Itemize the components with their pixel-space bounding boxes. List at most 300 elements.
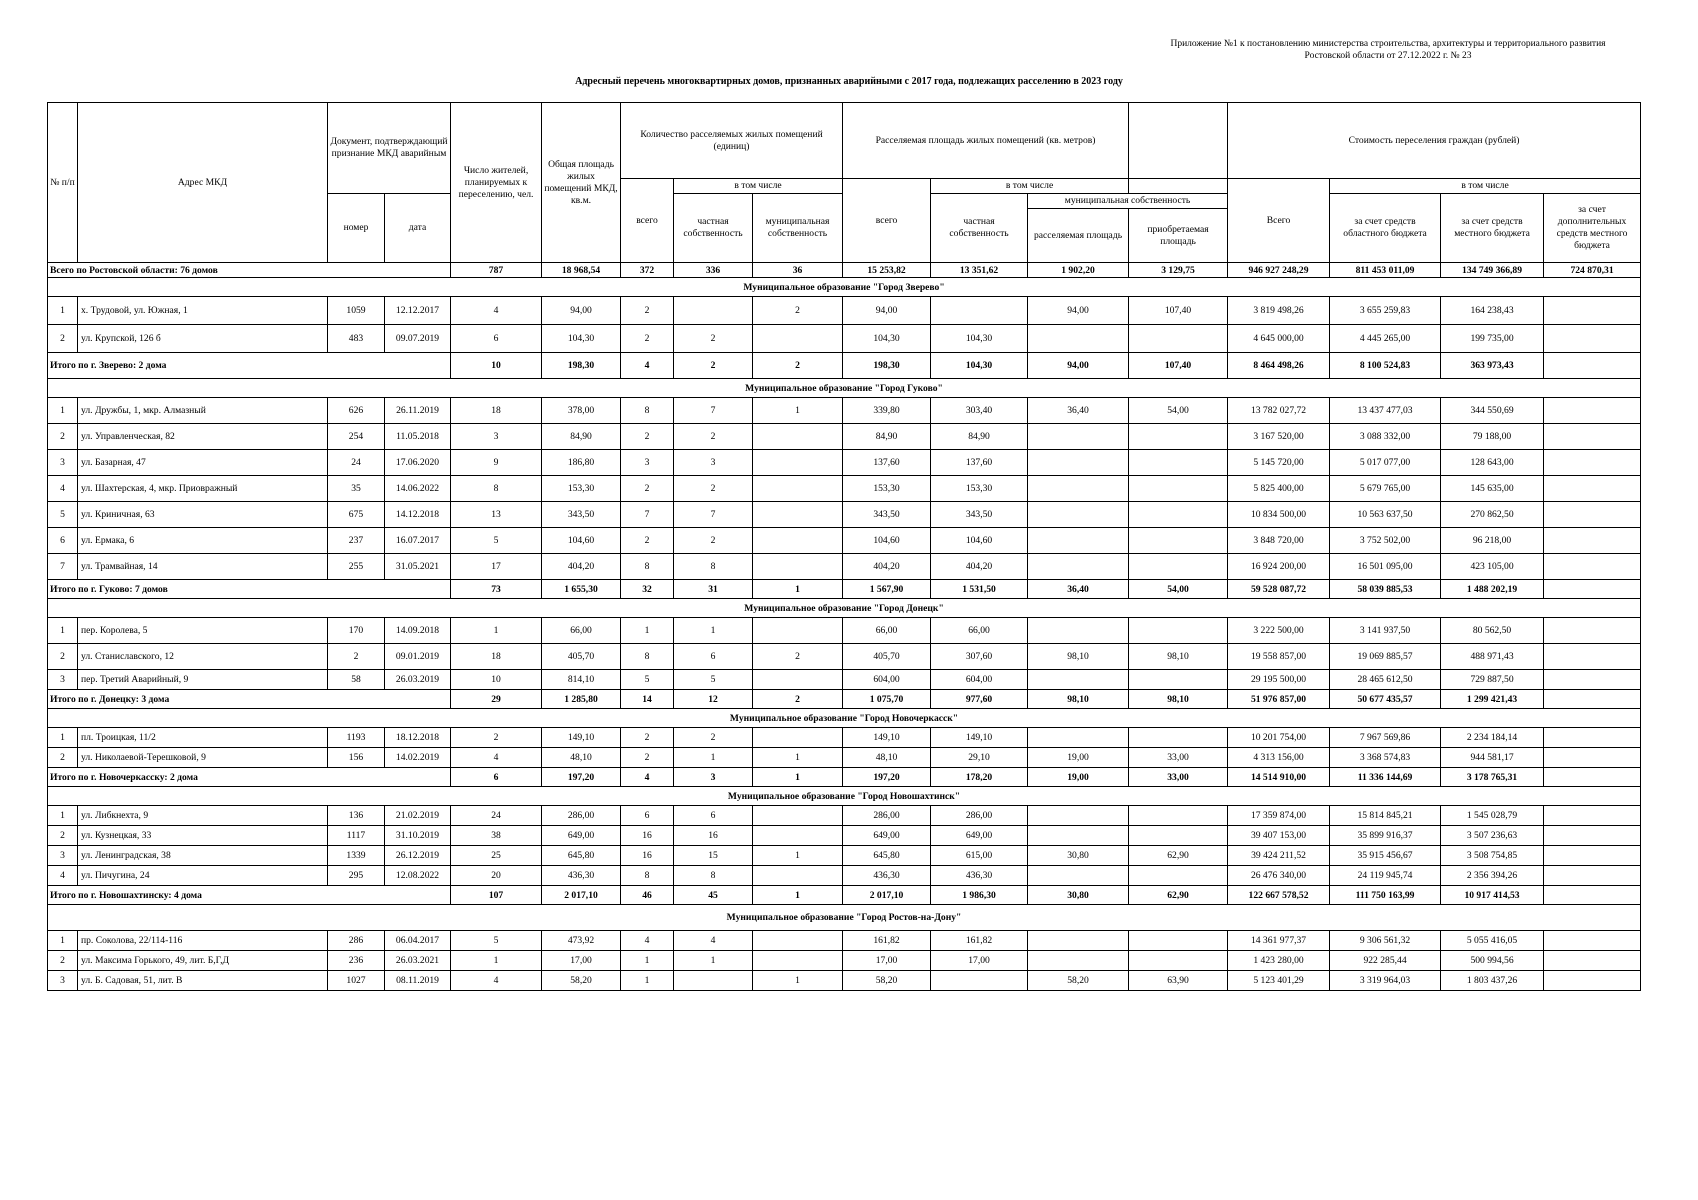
table-cell: 3 [48,670,78,690]
table-cell: 80 562,50 [1441,618,1544,644]
subtotal-row-cell: 1 531,50 [931,580,1028,599]
table-cell: 6 [451,325,542,353]
table-cell [1028,424,1129,450]
table-cell: 3 [621,450,674,476]
grand-total-row-cell: 18 968,54 [542,263,621,278]
table-cell: 5 [451,931,542,951]
table-cell: 31.10.2019 [385,826,451,846]
header-qty: Количество расселяемых жилых помещений (единиц) [621,103,843,179]
subtotal-row-cell: 30,80 [1028,886,1129,905]
table-row [48,644,1641,670]
section-row [48,787,1641,806]
subtotal-row-label: Итого по г. Новочеркасску: 2 дома [48,768,451,787]
table-cell: 1 423 280,00 [1228,951,1330,971]
table-cell: 1 [451,618,542,644]
table-cell [753,618,843,644]
subtotal-row-cell: 58 039 885,53 [1330,580,1441,599]
table-cell: 1193 [328,728,385,748]
table-cell: 10 [451,670,542,690]
section-row [48,278,1641,297]
table-cell [1028,728,1129,748]
table-cell: 4 [674,931,753,951]
address-cell: пр. Соколова, 22/114-116 [78,931,328,951]
table-cell [753,826,843,846]
table-cell: 1 [753,846,843,866]
table-cell: 2 [48,325,78,353]
address-cell: ул. Крупской, 126 б [78,325,328,353]
table-cell: 170 [328,618,385,644]
table-cell: 1339 [328,846,385,866]
table-cell: 2 [621,728,674,748]
table-cell: 7 [621,502,674,528]
subtotal-row-cell: 8 464 498,26 [1228,353,1330,379]
table-row [48,846,1641,866]
table-cell: 649,00 [843,826,931,846]
address-cell: пер. Третий Аварийный, 9 [78,670,328,690]
grand-total-row-cell: 3 129,75 [1129,263,1228,278]
table-cell: 3 141 937,50 [1330,618,1441,644]
table-cell: 17,00 [843,951,931,971]
table-cell: 8 [674,554,753,580]
table-cell [753,670,843,690]
table-cell: 104,60 [542,528,621,554]
table-cell [1129,670,1228,690]
table-cell: 09.07.2019 [385,325,451,353]
table-cell: 8 [621,866,674,886]
table-cell: 39 424 211,52 [1228,846,1330,866]
table-cell: 1059 [328,297,385,325]
table-cell: 473,92 [542,931,621,951]
table-cell: 343,50 [542,502,621,528]
table-cell [1544,846,1641,866]
section-title: Муниципальное образование "Город Новочеркасск" [48,709,1641,728]
subtotal-row-cell: 14 [621,690,674,709]
table-cell [1544,806,1641,826]
table-cell: 286,00 [843,806,931,826]
table-row [48,398,1641,424]
table-cell: 8 [674,866,753,886]
subtotal-row [48,886,1641,905]
table-cell: 2 356 394,26 [1441,866,1544,886]
table-cell: 14.12.2018 [385,502,451,528]
section-title: Муниципальное образование "Город Зверево" [48,278,1641,297]
table-cell: 675 [328,502,385,528]
subtotal-row-cell: 3 178 765,31 [1441,768,1544,787]
section-title: Муниципальное образование "Город Ростов-на-Дону" [48,905,1641,931]
table-cell: 26 476 340,00 [1228,866,1330,886]
address-cell: пер. Королева, 5 [78,618,328,644]
subtotal-row-label: Итого по г. Зверево: 2 дома [48,353,451,379]
subtotal-row-cell: 2 [753,353,843,379]
table-cell: 48,10 [843,748,931,768]
table-cell: 29 195 500,00 [1228,670,1330,690]
table-cell: 2 [621,528,674,554]
subtotal-row-cell: 977,60 [931,690,1028,709]
table-cell: 1 [674,951,753,971]
subtotal-row-cell [1544,768,1641,787]
table-cell: 2 [674,728,753,748]
table-cell: 10 834 500,00 [1228,502,1330,528]
subtotal-row-cell: 19,00 [1028,768,1129,787]
table-cell: 2 [48,826,78,846]
table-cell: 12.08.2022 [385,866,451,886]
table-cell: 137,60 [843,450,931,476]
table-cell: 14.09.2018 [385,618,451,644]
table-cell: 1 [674,748,753,768]
section-title: Муниципальное образование "Город Новошахтинск" [48,787,1641,806]
subtotal-row-cell: 1 285,80 [542,690,621,709]
header-area-muni-resettled: расселяемая площадь [1028,209,1129,263]
address-cell: ул. Криничная, 63 [78,502,328,528]
table-cell: 14.02.2019 [385,748,451,768]
table-cell [753,806,843,826]
table-cell: 3 368 574,83 [1330,748,1441,768]
table-row [48,476,1641,502]
table-cell: 404,20 [542,554,621,580]
table-cell: 28 465 612,50 [1330,670,1441,690]
subtotal-row-cell: 197,20 [542,768,621,787]
section-title: Муниципальное образование "Город Гуково" [48,379,1641,398]
table-cell: 19,00 [1028,748,1129,768]
table-cell: 922 285,44 [1330,951,1441,971]
header-area-blank2 [1129,179,1228,194]
table-cell: 35 [328,476,385,502]
table-cell [931,971,1028,991]
table-cell: 186,80 [542,450,621,476]
table-cell: 3 319 964,03 [1330,971,1441,991]
table-cell: 39 407 153,00 [1228,826,1330,846]
annex-note: Приложение №1 к постановлению министерства строительства, архитектуры и территориального развития Ростовской области от 27.12.2022 г. № 23 [1170,39,1606,61]
table-cell [1544,951,1641,971]
grand-total-row-cell: 336 [674,263,753,278]
table-cell [1544,826,1641,846]
table-cell: 33,00 [1129,748,1228,768]
table-cell: 436,30 [931,866,1028,886]
subtotal-row-cell: 10 917 414,53 [1441,886,1544,905]
table-cell [1129,476,1228,502]
table-cell: 944 581,17 [1441,748,1544,768]
table-cell: 2 [674,424,753,450]
table-cell [1544,297,1641,325]
table-cell: 7 [48,554,78,580]
table-cell: 303,40 [931,398,1028,424]
table-cell: 423 105,00 [1441,554,1544,580]
subtotal-row-cell: 2 017,10 [843,886,931,905]
section-row [48,379,1641,398]
subtotal-row-cell: 1 [753,580,843,599]
table-cell: 7 [674,502,753,528]
table-cell: 7 [674,398,753,424]
subtotal-row-cell: 36,40 [1028,580,1129,599]
table-cell: 9 306 561,32 [1330,931,1441,951]
table-cell: 2 [621,476,674,502]
subtotal-row-cell: 107,40 [1129,353,1228,379]
table-cell: 3 848 720,00 [1228,528,1330,554]
subtotal-row [48,580,1641,599]
subtotal-row-cell: 1 [753,768,843,787]
table-cell: 645,80 [843,846,931,866]
table-cell: 8 [451,476,542,502]
table-cell: 5 [674,670,753,690]
grand-total-row-cell: 946 927 248,29 [1228,263,1330,278]
table-cell: 1 [753,398,843,424]
table-cell [1544,866,1641,886]
table-cell: 161,82 [931,931,1028,951]
table-cell [753,951,843,971]
table-cell [1028,618,1129,644]
table-cell [1028,866,1129,886]
subtotal-row-cell: 4 [621,353,674,379]
table-cell [931,297,1028,325]
table-cell: 286 [328,931,385,951]
subtotal-row-cell [1544,886,1641,905]
table-cell: 35 915 456,67 [1330,846,1441,866]
table-cell [1544,554,1641,580]
subtotal-row-cell: 363 973,43 [1441,353,1544,379]
table-cell: 2 [48,644,78,670]
table-cell: 25 [451,846,542,866]
table-cell: 79 188,00 [1441,424,1544,450]
section-row [48,599,1641,618]
header-area-total: всего [843,179,931,263]
table-cell [1129,826,1228,846]
table-cell: 17.06.2020 [385,450,451,476]
table-cell: 2 [451,728,542,748]
table-cell: 62,90 [1129,846,1228,866]
subtotal-row-cell: 3 [674,768,753,787]
table-cell: 153,30 [843,476,931,502]
table-cell: 2 [621,325,674,353]
table-cell: 483 [328,325,385,353]
table-cell: 58 [328,670,385,690]
table-cell: 604,00 [843,670,931,690]
table-cell [1544,424,1641,450]
header-cost: Стоимость переселения граждан (рублей) [1228,103,1641,179]
subtotal-row-cell: 178,20 [931,768,1028,787]
table-cell [1129,424,1228,450]
table-cell: 11.05.2018 [385,424,451,450]
table-row [48,866,1641,886]
grand-total-row-cell: 787 [451,263,542,278]
table-cell: 4 [451,748,542,768]
table-cell: 149,10 [542,728,621,748]
table-cell [1544,618,1641,644]
subtotal-row-cell: 2 [753,690,843,709]
table-header [48,103,1641,263]
subtotal-row-cell [1544,353,1641,379]
subtotal-row-cell: 2 [674,353,753,379]
table-cell: 104,60 [931,528,1028,554]
subtotal-row-cell: 4 [621,768,674,787]
table-cell: 3 [48,450,78,476]
table-cell: 649,00 [931,826,1028,846]
address-cell: ул. Базарная, 47 [78,450,328,476]
table-cell: 3 167 520,00 [1228,424,1330,450]
table-cell: 84,90 [843,424,931,450]
table-cell [753,424,843,450]
subtotal-row-cell: 1 299 421,43 [1441,690,1544,709]
header-qty-incl: в том числе [674,179,843,194]
section-row [48,905,1641,931]
table-cell: 255 [328,554,385,580]
table-cell: 5 [48,502,78,528]
subtotal-row-cell: 50 677 435,57 [1330,690,1441,709]
table-cell [1028,931,1129,951]
table-cell: 1 [48,931,78,951]
table-cell: 4 645 000,00 [1228,325,1330,353]
table-cell: 3 222 500,00 [1228,618,1330,644]
table-cell: 10 201 754,00 [1228,728,1330,748]
table-cell: 4 [451,297,542,325]
table-cell: 2 [753,297,843,325]
table-cell: 1 [621,618,674,644]
table-cell: 161,82 [843,931,931,951]
table-cell: 18 [451,644,542,670]
table-cell: 1 [621,971,674,991]
subtotal-row-cell: 122 667 578,52 [1228,886,1330,905]
table-cell: 26.12.2019 [385,846,451,866]
table-cell: 1 803 437,26 [1441,971,1544,991]
table-cell [1028,806,1129,826]
table-cell: 35 899 916,37 [1330,826,1441,846]
header-area-incl: в том числе [931,179,1129,194]
subtotal-row-cell: 1 075,70 [843,690,931,709]
table-cell: 48,10 [542,748,621,768]
table-cell: 19 558 857,00 [1228,644,1330,670]
table-cell: 13 437 477,03 [1330,398,1441,424]
subtotal-row [48,353,1641,379]
subtotal-row-cell: 98,10 [1129,690,1228,709]
table-cell: 404,20 [931,554,1028,580]
table-cell [1028,450,1129,476]
table-cell: 237 [328,528,385,554]
table-cell: 16 [621,826,674,846]
table-row [48,931,1641,951]
subtotal-row [48,768,1641,787]
subtotal-row-cell: 32 [621,580,674,599]
table-cell: 307,60 [931,644,1028,670]
table-cell: 98,10 [1028,644,1129,670]
table-cell: 436,30 [843,866,931,886]
table-cell [1028,528,1129,554]
table-cell: 66,00 [542,618,621,644]
subtotal-row-cell: 8 100 524,83 [1330,353,1441,379]
subtotal-row-cell: 107 [451,886,542,905]
table-cell: 4 [621,931,674,951]
table-body [48,263,1641,991]
table-cell: 344 550,69 [1441,398,1544,424]
table-cell [1544,670,1641,690]
table-cell: 29,10 [931,748,1028,768]
table-cell: 3 [674,450,753,476]
grand-total-row [48,263,1641,278]
table-cell: 488 971,43 [1441,644,1544,670]
header-cost-additional: за счет дополнительных средств местного бюджета [1544,194,1641,263]
table-cell: 286,00 [542,806,621,826]
subtotal-row-cell: 94,00 [1028,353,1129,379]
table-cell: 2 [328,644,385,670]
table-cell: 4 445 265,00 [1330,325,1441,353]
table-cell: 2 [621,748,674,768]
table-cell [1129,325,1228,353]
table-cell: 2 [674,325,753,353]
table-cell: 1 [451,951,542,971]
table-cell: 8 [621,644,674,670]
subtotal-row-label: Итого по г. Новошахтинску: 4 дома [48,886,451,905]
header-cost-incl: в том числе [1330,179,1641,194]
table-row [48,806,1641,826]
table-cell: 436,30 [542,866,621,886]
header-area-muni-acquired: приобретаемая площадь [1129,209,1228,263]
address-cell: ул. Б. Садовая, 51, лит. В [78,971,328,991]
subtotal-row-cell: 12 [674,690,753,709]
table-cell: 17 [451,554,542,580]
table-row [48,528,1641,554]
table-cell: 6 [674,644,753,670]
table-cell: 26.03.2021 [385,951,451,971]
table-cell: 5 145 720,00 [1228,450,1330,476]
subtotal-row-cell: 62,90 [1129,886,1228,905]
table-cell: 2 [621,424,674,450]
table-cell [1544,728,1641,748]
header-address: Адрес МКД [78,103,328,263]
table-cell: 15 814 845,21 [1330,806,1441,826]
header-private: частная собственность [674,194,753,263]
table-cell [753,866,843,886]
subtotal-row-cell: 197,20 [843,768,931,787]
table-cell: 5 123 401,29 [1228,971,1330,991]
table-cell: 3 [48,846,78,866]
subtotal-row-cell: 1 488 202,19 [1441,580,1544,599]
table-cell: 09.01.2019 [385,644,451,670]
table-cell [1129,502,1228,528]
subtotal-row-cell: 1 986,30 [931,886,1028,905]
table-cell: 104,30 [931,325,1028,353]
table-cell: 4 [48,866,78,886]
table-cell: 145 635,00 [1441,476,1544,502]
subtotal-row-cell: 198,30 [542,353,621,379]
table-cell: 14.06.2022 [385,476,451,502]
table-cell [1544,644,1641,670]
table-cell [1544,450,1641,476]
table-cell: 13 [451,502,542,528]
table-cell: 295 [328,866,385,886]
table-cell: 24 [451,806,542,826]
table-cell [1544,398,1641,424]
table-cell: 18 [451,398,542,424]
table-cell: 1 [48,618,78,644]
table-cell: 405,70 [542,644,621,670]
table-row [48,502,1641,528]
grand-total-row-cell: 811 453 011,09 [1330,263,1441,278]
table-cell [1544,325,1641,353]
table-cell: 1 [48,806,78,826]
table-cell: 36,40 [1028,398,1129,424]
table-cell: 149,10 [931,728,1028,748]
table-cell: 58,20 [843,971,931,991]
table-cell: 604,00 [931,670,1028,690]
table-cell [753,931,843,951]
table-cell: 6 [674,806,753,826]
subtotal-row-cell: 1 567,90 [843,580,931,599]
table-row [48,450,1641,476]
table-row [48,728,1641,748]
table-cell: 16 924 200,00 [1228,554,1330,580]
table-cell: 500 994,56 [1441,951,1544,971]
table-cell: 14 361 977,37 [1228,931,1330,951]
subtotal-row-cell: 1 [753,886,843,905]
table-cell: 1 [753,748,843,768]
